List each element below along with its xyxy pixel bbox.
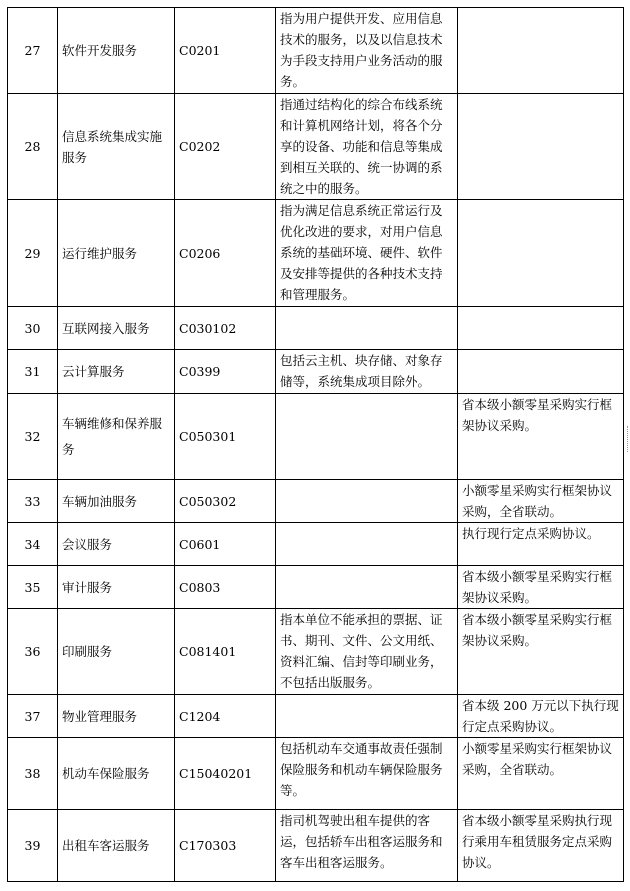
scope-description: 指司机驾驶出租车提供的客运，包括轿车出租客运服务和客车出租客运服务。 [276, 810, 458, 882]
procurement-catalog-table [7, 7, 624, 882]
remarks: 省本级小额零星采购实行框架协议采购。 [458, 566, 624, 609]
service-name: 车辆维修和保养服务 [58, 394, 175, 480]
category-code: C170303 [175, 810, 276, 882]
remarks [458, 200, 624, 307]
remarks [458, 350, 624, 394]
scope-description: 指为用户提供开发、应用信息技术的服务，以及以信息技术为手段支持用户业务活动的服务。 [276, 8, 458, 94]
category-code: C0601 [175, 523, 276, 566]
row-number: 36 [8, 609, 58, 695]
remarks: 省本级 200 万元以下执行现行定点采购协议。 [458, 695, 624, 738]
table-row [8, 810, 624, 882]
category-code: C0206 [175, 200, 276, 307]
service-name: 车辆加油服务 [58, 480, 175, 523]
service-name: 信息系统集成实施服务 [58, 94, 175, 200]
service-name: 互联网接入服务 [58, 307, 175, 350]
service-name: 物业管理服务 [58, 695, 175, 738]
scope-description [276, 695, 458, 738]
table-row [8, 8, 624, 94]
category-code: C15040201 [175, 738, 276, 810]
scope-description [276, 394, 458, 480]
table-row [8, 350, 624, 394]
row-number: 34 [8, 523, 58, 566]
scope-description [276, 523, 458, 566]
remarks [458, 94, 624, 200]
category-code: C0803 [175, 566, 276, 609]
service-name: 出租车客运服务 [58, 810, 175, 882]
remarks: 省本级小额零星采购执行现行乘用车租赁服务定点采购协议。 [458, 810, 624, 882]
remarks: 小额零星采购实行框架协议采购，全省联动。 [458, 738, 624, 810]
table-row [8, 307, 624, 350]
row-number: 32 [8, 394, 58, 480]
row-number: 33 [8, 480, 58, 523]
scope-description: 指本单位不能承担的票据、证书、期刊、文件、公文用纸、资料汇编、信封等印刷业务，不包括出版服务。 [276, 609, 458, 695]
scope-description [276, 307, 458, 350]
remarks: 执行现行定点采购协议。 [458, 523, 624, 566]
row-number: 39 [8, 810, 58, 882]
table-row [8, 523, 624, 566]
scope-description: 指为满足信息系统正常运行及优化改进的要求，对用户信息系统的基础环境、硬件、软件及安排等提供的各种技术支持和管理服务。 [276, 200, 458, 307]
row-number: 30 [8, 307, 58, 350]
table-row [8, 200, 624, 307]
service-name: 运行维护服务 [58, 200, 175, 307]
row-number: 29 [8, 200, 58, 307]
service-name: 云计算服务 [58, 350, 175, 394]
remarks [458, 307, 624, 350]
remarks: 小额零星采购实行框架协议采购，全省联动。 [458, 480, 624, 523]
category-code: C081401 [175, 609, 276, 695]
table-row [8, 695, 624, 738]
scope-description: 包括机动车交通事故责任强制保险服务和机动车辆保险服务等。 [276, 738, 458, 810]
service-name: 机动车保险服务 [58, 738, 175, 810]
table-row [8, 94, 624, 200]
row-number: 31 [8, 350, 58, 394]
category-code: C0202 [175, 94, 276, 200]
scope-description [276, 480, 458, 523]
scope-description: 指通过结构化的综合布线系统和计算机网络计划，将各个分享的设备、功能和信息等集成到相互关联的、统一协调的系统之中的服务。 [276, 94, 458, 200]
category-code: C1204 [175, 695, 276, 738]
service-name: 软件开发服务 [58, 8, 175, 94]
category-code: C030102 [175, 307, 276, 350]
row-number: 27 [8, 8, 58, 94]
scope-description: 包括云主机、块存储、对象存储等，系统集成项目除外。 [276, 350, 458, 394]
row-number: 35 [8, 566, 58, 609]
remarks [458, 8, 624, 94]
scope-description [276, 566, 458, 609]
table-row [8, 566, 624, 609]
table-row [8, 480, 624, 523]
service-name: 印刷服务 [58, 609, 175, 695]
table-row [8, 609, 624, 695]
remarks: 省本级小额零星采购实行框架协议采购。 [458, 609, 624, 695]
remarks: 省本级小额零星采购实行框架协议采购。 [458, 394, 624, 480]
table-row [8, 738, 624, 810]
row-number: 37 [8, 695, 58, 738]
service-name: 会议服务 [58, 523, 175, 566]
row-number: 38 [8, 738, 58, 810]
category-code: C050301 [175, 394, 276, 480]
category-code: C050302 [175, 480, 276, 523]
table-row [8, 394, 624, 480]
row-number: 28 [8, 94, 58, 200]
service-name: 审计服务 [58, 566, 175, 609]
category-code: C0399 [175, 350, 276, 394]
category-code: C0201 [175, 8, 276, 94]
